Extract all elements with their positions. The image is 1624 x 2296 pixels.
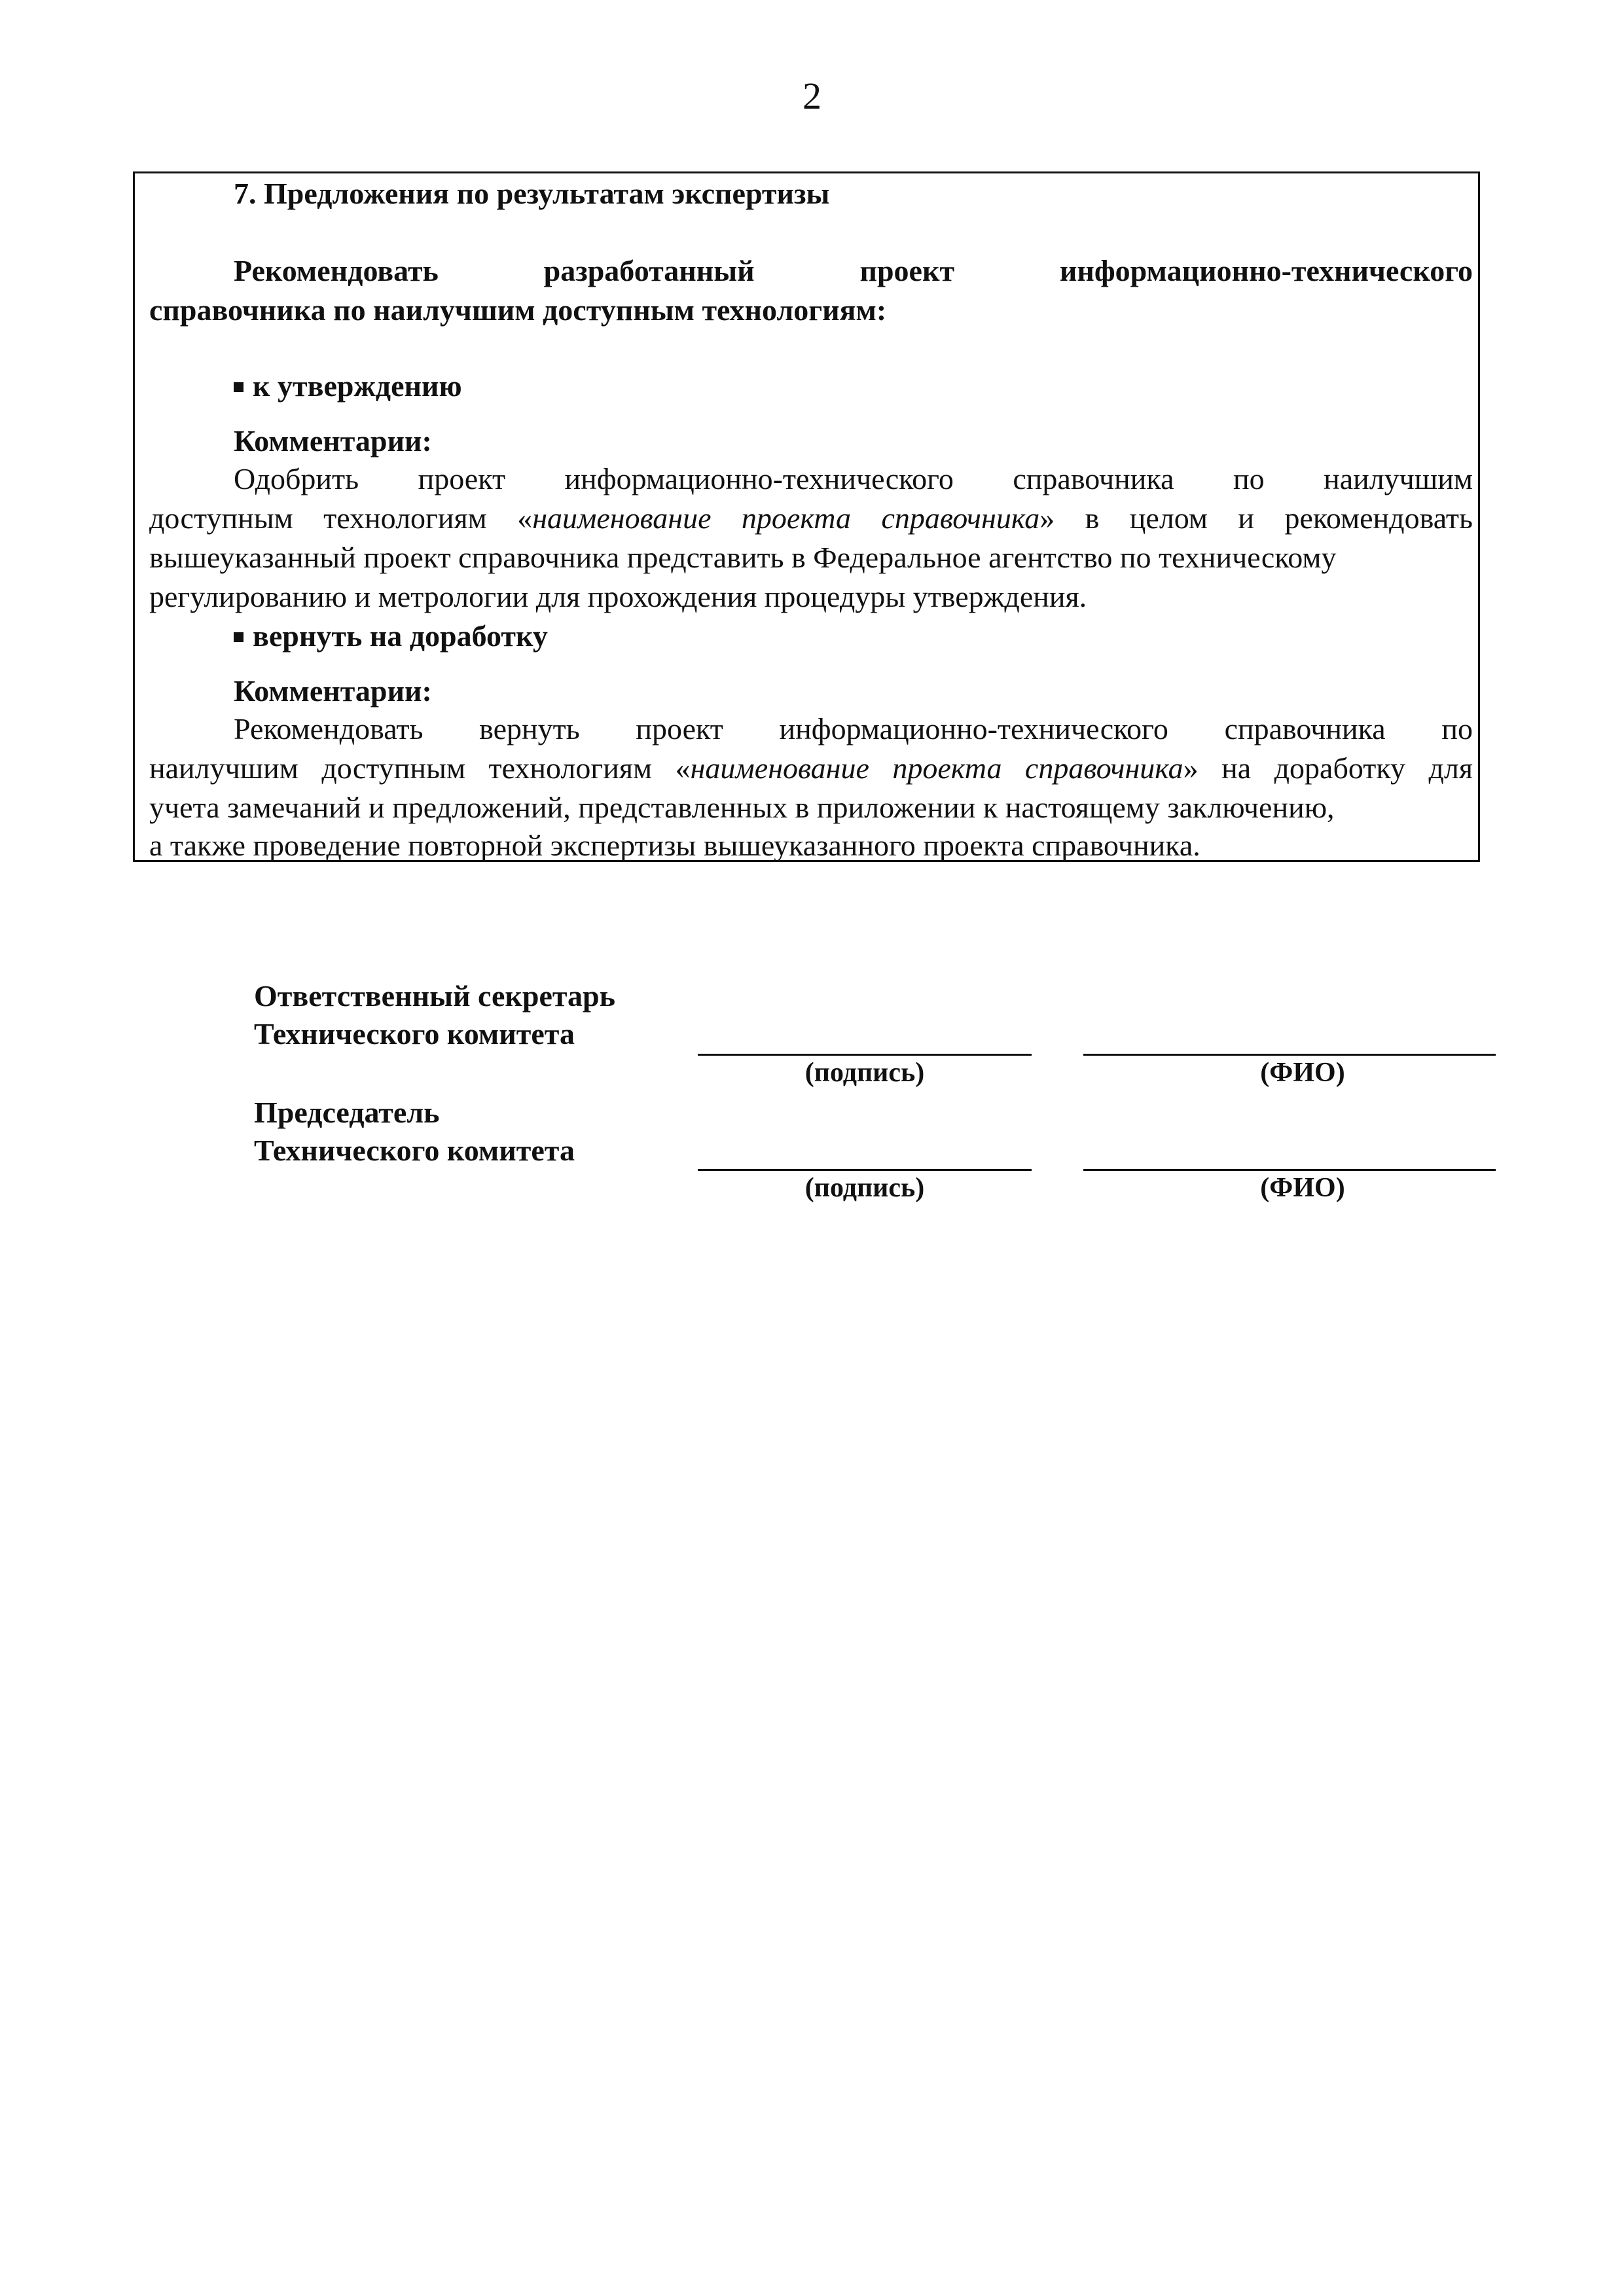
project-name-placeholder: наименование проекта справочника <box>532 501 1040 535</box>
page-number: 2 <box>803 75 821 117</box>
chair-name-caption: (ФИО) <box>1260 1173 1345 1203</box>
comment-word: по <box>1441 712 1473 745</box>
comment-word: справочника <box>1224 712 1386 745</box>
comment-text: наилучшим доступным технологиям « <box>149 751 691 785</box>
approve-comment-line-2 <box>149 499 1473 538</box>
secretary-signature-caption: (подпись) <box>804 1058 925 1088</box>
return-comment-line-2 <box>149 749 1473 788</box>
comment-word: по <box>1233 462 1265 495</box>
chair-signature-line <box>698 1169 1032 1171</box>
option-return <box>234 617 548 656</box>
intro-word: разработанный <box>543 254 755 287</box>
comment-text: » на доработку для <box>1183 751 1473 785</box>
approve-comment-line-3: вышеуказанный проект справочника представить в Федеральное агентство по техническому <box>149 541 1337 574</box>
option-approve <box>234 367 462 406</box>
return-comment-line-1 <box>234 709 1473 749</box>
chair-title-line-2: Технического комитета <box>254 1134 575 1167</box>
chair-name-line <box>1083 1169 1496 1171</box>
comment-word: наилучшим <box>1324 462 1473 495</box>
comment-text: » в целом и рекомендовать <box>1039 501 1473 535</box>
comment-word: проект <box>418 462 506 495</box>
secretary-name-line <box>1083 1054 1496 1056</box>
square-bullet-icon <box>234 632 244 642</box>
comment-word: Рекомендовать <box>234 712 424 745</box>
secretary-title-line-2: Технического комитета <box>254 1017 575 1050</box>
comment-word: справочника <box>1013 462 1174 495</box>
intro-word: Рекомендовать <box>234 254 439 287</box>
intro-word: информационно-технического <box>1059 254 1473 287</box>
secretary-title-line-1: Ответственный секретарь <box>254 979 615 1013</box>
intro-line-2: справочника по наилучшим доступным технологиям: <box>149 293 887 327</box>
secretary-name-caption: (ФИО) <box>1260 1058 1345 1088</box>
section-heading: 7. Предложения по результатам экспертизы <box>234 177 830 210</box>
approve-comments-title: Комментарии: <box>234 424 432 457</box>
comment-word: Одобрить <box>234 462 359 495</box>
return-comments-title: Комментарии: <box>234 674 432 708</box>
square-bullet-icon <box>234 382 244 392</box>
intro-line-1 <box>234 251 1473 291</box>
intro-word: проект <box>859 254 955 287</box>
comment-text: доступным технологиям « <box>149 501 533 535</box>
return-comment-line-4: а также проведение повторной экспертизы вышеуказанного проекта справочника. <box>149 829 1200 862</box>
return-comment-line-3: учета замечаний и предложений, представленных в приложении к настоящему заключению, <box>149 791 1335 824</box>
chair-signature-caption: (подпись) <box>804 1173 925 1203</box>
comment-word: вернуть <box>479 712 580 745</box>
comment-word: проект <box>636 712 723 745</box>
option-return-label: вернуть на доработку <box>253 619 548 653</box>
comment-word: информационно-технического <box>564 462 954 495</box>
approve-comment-line-1 <box>234 459 1473 499</box>
chair-title-line-1: Председатель <box>254 1096 440 1129</box>
project-name-placeholder: наименование проекта справочника <box>690 751 1183 785</box>
option-approve-label: к утверждению <box>253 369 462 403</box>
comment-word: информационно-технического <box>779 712 1168 745</box>
approve-comment-line-4: регулированию и метрологии для прохождения процедуры утверждения. <box>149 580 1087 613</box>
secretary-signature-line <box>698 1054 1032 1056</box>
